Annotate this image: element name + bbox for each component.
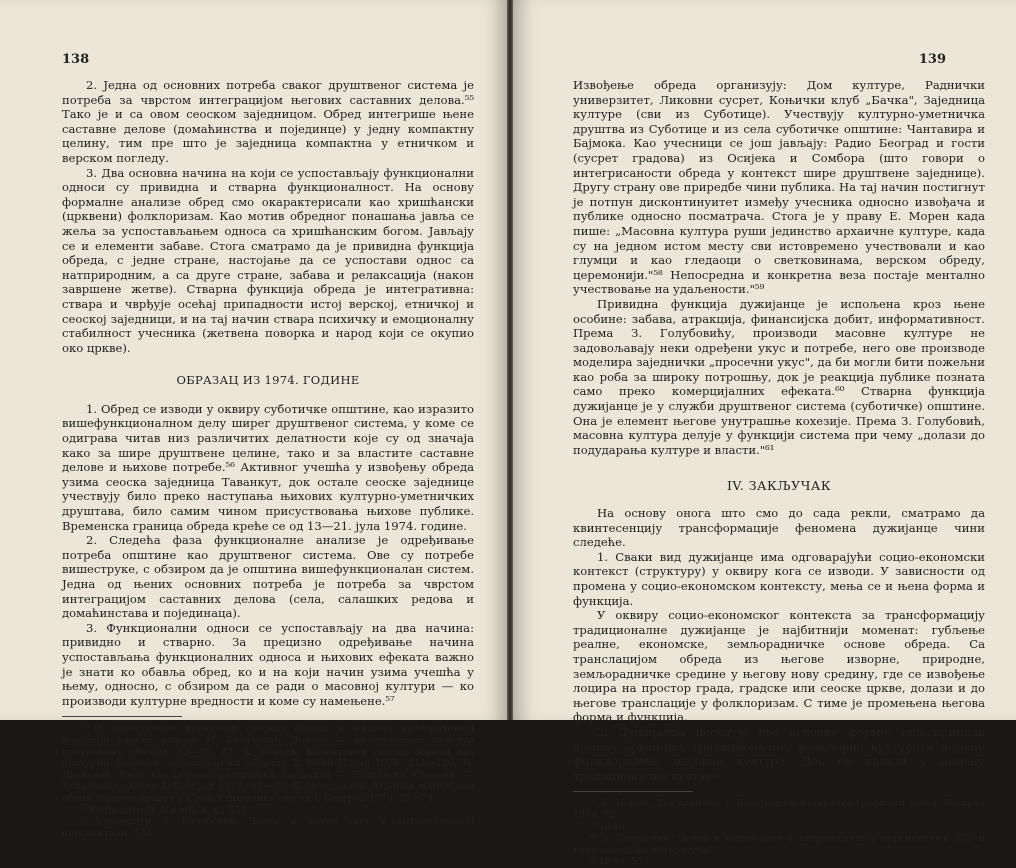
paragraph: 3. Два основна начина на који се успостављају функционални односи су привидна и стварна функционалност. На основу формалне анализе обред смо окарактерисали као хришћански (црквени) фолклоризам. Као мотив обредног понашања јавља се жеља за успостављањем односа са хришћанским богом. Јављају се и елементи забаве. Стога сматрамо да је привидна функција обреда, с једне стране, настојање да се успостави однос са натприродним, а са друге стране, забава и релаксација (након завршене жетве). Стварна функција обреда је интегративна: ствара и чврђује осећај припадности истој верској, етничкој и сеоској заједници, и на тај начин ствара психичку и емоционалну стабилност учесника (жетвена поворка и народ који се окупио око цркве). xyxy=(62,165,474,355)
footnote-divider xyxy=(573,791,693,792)
footnote: ⁵⁶ Упоредити В. Милић, н. д., 556. xyxy=(78,804,250,816)
paragraph: На основу онога што смо до сада рекли, сматрамо да квинтесенцију трансформације феномена дужијанце чини следеће. xyxy=(573,506,985,550)
right-page-body xyxy=(573,78,985,868)
paragraph: 2. Дужијанца поседује две основне форме: она припада домену архаичне, традиционалне, фолклорне културе и домену фолклоризма, масовне културе. Док се налази у домену традиционалне културе, xyxy=(573,724,985,783)
footnote: ⁶⁰ З. Голубовић, Човек и његов свет у антрополошкој перспективи, 535 и тамо наведена литература. xyxy=(573,833,985,856)
paragraph: Извођење обреда организују: Дом културе, Раднички универзитет, Ликовни сусрет, Коњички клуб „Бачка", Заједница културе (сви из Суботице). Учествују културно-уметничка друштва из Суботице и из села суботичке општине: Чантавира и Бајмока. Као учесници се још јављају: Радио Београд и гости (сусрет градова) из Осијека и Сомбора (што говори о интегрисаности обреда у контекст шире друштвене заједнице). Другу страну ове приредбе чини публика. На тај начин постигнут је потпун дисконтинуитет између учесника односно извођача и публике односно посматрача. Стога је у праву Е. Морен када пише: „Масовна култура руши јединство архаичне културе, када су на једном истом месту сви истовремено учествовали и као глумци и као гледаоци о светковинама, верском обреду, церемонији."⁵⁸ Непосредна и конкретна веза постаје ментално учествовање на удаљености."⁵⁹ xyxy=(573,78,985,297)
section-heading: IV. ЗАКЉУЧАК xyxy=(726,478,832,494)
footnote-divider xyxy=(62,716,182,717)
paragraph: Привидна функција дужијанце је испољена кроз њене особине: забава, атракција, финансијска добит, информативност. Према З. Голубовићу, производи масовне културе не задовољавају неки одређени укус и потребе, него ове производе моделира заједнички „просечни укус", да би могли бити пожељни као роба за широку потрошњу, док је реакција публике позната само преко комерцијалних ефеката.⁶⁰ Стварна функција дужијанце је у служби друштвеног система (суботичке) општине. Она је елемент његове унутрашње кохезије. Према З. Голубовић, масовна култура делује у функцији система при чему „долази до подударања културе и власти."⁶¹ xyxy=(573,296,985,457)
paragraph: 1. Сваки вид дужијанце има одговарајући социо-економски контекст (структуру) у оквиру кога се изводи. У зависности од промена у социо-економском контексту, мења се и њена форма и функција. xyxy=(573,549,985,608)
paragraph: 2. Следећа фаза функционалне анализе је одређивање потреба општине као друштвеног система. Ове су потребе вишеструке, с обзиром да је општина вишефункционалан систем. Једна од њених основних потреба је потреба за чврстом интеграцијом саставних делова (села, салашких редова и домаћинстава и појединаца). xyxy=(62,533,474,621)
paragraph: 1. Обред се изводи у оквиру суботичке општине, као изразито вишефункционалном делу ширег друштвеног система, у коме се одиграва читав низ различитих делатности које су од значаја како за шире друштвене целине, тако и за властите саставне делове и њихове потребе.⁵⁶ Активног учешћа у извођењу обреда узима сеоска заједница Таванкут, док остале сеоске заједнице учествују било преко наступања њихових културно-уметничких друштава, било самим чином присуствовања њихове публике. Временска граница обреда креће се од 13—21. јула 1974. године. xyxy=(62,401,474,533)
footnote: ⁶¹ Исто, 533. xyxy=(589,856,653,868)
paragraph: 2. Једна од основних потреба сваког друштвеног система је потреба за чврстом интеграцијом његових саставних делова.⁵⁵ Тако је и са овом сеоском заједницом. Обред интегрише њене саставне делове (домаћинства и појединце) у једну компактну целину, тим пре што је заједница компактна у етничком и верском погледу. xyxy=(62,78,474,165)
footnote: ⁵⁵ О колективном карактеру сеоских обреда и њиховој интегративној функцији видети радове: И. Ковачевић, Додоле — интегративни приступ проучавању обичаја, 83—85, 87; А. Банђић, Колективни сеоски обреди као културни феномен, Новопазарски зборник 2, Нови Пазар 1978, 111—120; Н. Павковић, Село као обредно-религијска заједница — Балкански Словени —, Етнолошке свеске I, Београд 1978, 51—65; Б. Вучурађија, Аграрна магија као облик обредне праксе у Срба, Етнолошке свеске I, Београд 1978, 72—74. xyxy=(62,723,474,804)
page-number: 139 xyxy=(918,52,946,67)
left-page-body xyxy=(62,78,474,839)
paragraph: 3. Функционални односи се успостављају на два начина: привидно и стварно. За прецизно одређивање начина успостављања функционалних односа и њихових ефеката важно је знати ко обавља обред, ко и на који начин узима учешћа у њему, односно, с обзиром да се ради о масовној култури — ко производи културне вредности и коме су намењене.⁵⁷ xyxy=(62,620,474,708)
right-page xyxy=(513,0,1016,868)
footnote: ⁵⁹ Исто. xyxy=(589,821,628,833)
footnote: ⁵⁸ Е. Морен, Дух времена 1, Београдски издавачко-графички завод, Београд 1979, 72. xyxy=(573,798,985,821)
paragraph: У оквиру социо-економског контекста за трансформацију традиционалне дужијанце је најбитнији моменат: губљење реалне, економске, земљорадничке основе обреда. Са транслацијом обреда из његове изворне, природне, земљорадничке средине у његову нову средину, где се извођење лоцира на простор града, градске или сеоске цркве, долази и до његове транслације у фолклоризам. С тиме је промењена његова форма и функција. xyxy=(573,608,985,725)
section-heading: ОБРАЗАЦ ИЗ 1974. ГОДИНЕ xyxy=(176,373,360,388)
footnote: ⁵⁷ Упоредити З. Голубовић, Човек и његов свет у антрополошкој перспективи, 534. xyxy=(62,816,474,839)
page-number: 138 xyxy=(62,52,90,67)
left-page xyxy=(0,0,507,839)
